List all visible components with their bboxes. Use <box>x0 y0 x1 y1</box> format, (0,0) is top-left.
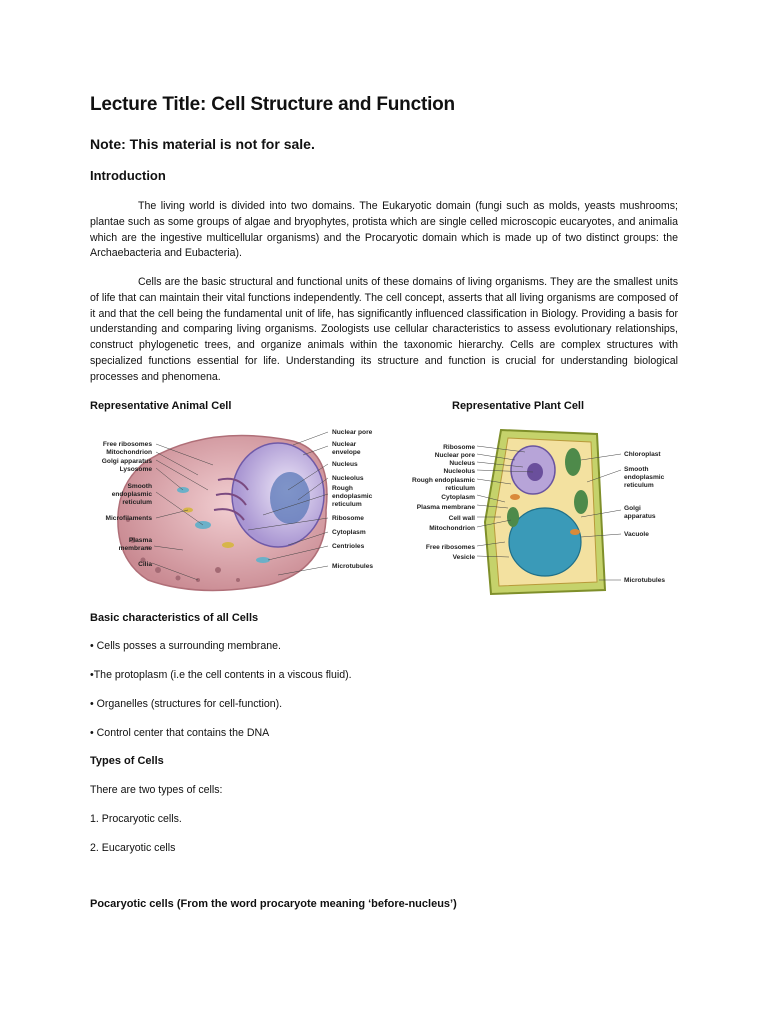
label-cytoplasm: Cytoplasm <box>332 529 366 536</box>
plant-label-free-ribosomes: Free ribosomes <box>425 544 475 551</box>
label-microtubules: Microtubules <box>332 563 374 570</box>
label-nucleus: Nucleus <box>332 461 358 468</box>
plant-label-vacuole: Vacuole <box>624 531 649 538</box>
bullet-item: • Control center that contains the DNA <box>90 727 270 739</box>
bullet-item: •The protoplasm (i.e the cell contents in a viscous fluid). <box>90 669 352 681</box>
label-cilia: Cilia <box>138 561 152 568</box>
label-golgi: Golgi apparatus <box>101 458 152 465</box>
procaryotic-heading: Pocaryotic cells (From the word procaryote meaning ‘before-nucleus’) <box>90 898 457 910</box>
intro-paragraph-1: The living world is divided into two domains. The Eukaryotic domain (fungi such as molds, yeasts mushrooms; plantae such as some groups of algae and bryophytes, protista which are single celled microscopic eucaryotes, and animalia which are the ingestive multicellular organisms) and the Procaryotic domain which is made up of two distinct groups: the Archaebacteria and Eubacteria). <box>90 200 678 260</box>
label-plasma: Plasma <box>128 537 152 544</box>
label-envelope: envelope <box>332 449 361 456</box>
label-lysosome: Lysosome <box>119 466 152 473</box>
sale-note: Note: This material is not for sale. <box>90 136 315 152</box>
plant-label-cytoplasm: Cytoplasm <box>441 494 475 501</box>
plant-label-smooth: Smooth <box>624 466 649 473</box>
bullet-item: • Cells posses a surrounding membrane. <box>90 640 281 652</box>
animal-cell-diagram <box>88 420 398 600</box>
plant-label-microtubules: Microtubules <box>624 577 666 584</box>
label-ribosome: Ribosome <box>332 515 364 522</box>
plant-label-golgi: Golgi <box>624 505 641 512</box>
plant-label-apparatus: apparatus <box>624 513 656 520</box>
plant-cell-caption: Representative Plant Cell <box>452 400 585 412</box>
label-nuclear-pore: Nuclear pore <box>332 429 373 436</box>
label-microfilaments: Microfilaments <box>105 515 152 522</box>
plant-label-chloroplast: Chloroplast <box>624 451 661 458</box>
type-item: 1. Procaryotic cells. <box>90 813 182 825</box>
type-item: 2. Eucaryotic cells <box>90 842 176 854</box>
plant-label-cell-wall: Cell wall <box>448 515 475 522</box>
plant-label-nucleolus: Nucleolus <box>443 468 475 475</box>
label-endoplasmic: endoplasmic <box>111 491 152 498</box>
plant-label-rough-er: Rough endoplasmic <box>411 477 475 484</box>
plant-cell-diagram <box>405 422 680 600</box>
intro-heading: Introduction <box>90 168 166 183</box>
plant-label-vesicle: Vesicle <box>452 554 475 561</box>
label-free-ribosomes: Free ribosomes <box>102 441 152 448</box>
bullet-item: • Organelles (structures for cell-function). <box>90 698 283 710</box>
plant-label-nuclear-pore: Nuclear pore <box>434 452 475 459</box>
plant-label-nucleus: Nucleus <box>449 460 475 467</box>
plant-label-smooth-endoplasmic: endoplasmic <box>624 474 665 481</box>
plant-label-reticulum: reticulum <box>445 485 475 492</box>
intro-paragraph-2: Cells are the basic structural and functional units of these domains of living organisms. They are the smallest units of life that can maintain their vital functions independently. The cell concept, asserts that all living organisms are composed of it and that the cell being the fundamental unit of life, has significantly influenced classification in Biology. Providing a basis for understanding and comparing living organisms. Zoologists use cellular characteristics to assess evolutionary relationships, construct phylogenetic trees, and organize animals within the taxonomic hierarchy. Cells are complex structures with specialized functions essential for life. Understanding its structure and function is crucial for understanding biological processes and phenomena. <box>90 276 678 383</box>
plant-label-mitochondrion: Mitochondrion <box>429 525 475 532</box>
label-smooth: Smooth <box>127 483 152 490</box>
page-title: Lecture Title: Cell Structure and Function <box>90 94 455 115</box>
types-of-cells-heading: Types of Cells <box>90 755 164 767</box>
label-nuclear: Nuclear <box>332 441 357 448</box>
label-membrane: membrane <box>118 545 152 552</box>
types-intro: There are two types of cells: <box>90 784 223 796</box>
plant-label-plasma-membrane: Plasma membrane <box>416 504 475 511</box>
label-mitochondrion: Mitochondrion <box>106 449 152 456</box>
plant-label-smooth-reticulum: reticulum <box>624 482 654 489</box>
basic-characteristics-heading: Basic characteristics of all Cells <box>90 612 259 624</box>
label-rough: Rough <box>332 485 353 492</box>
label-nucleolus: Nucleolus <box>332 475 364 482</box>
plant-label-ribosome: Ribosome <box>443 444 475 451</box>
label-rough-reticulum: reticulum <box>332 501 362 508</box>
label-centrioles: Centrioles <box>332 543 365 550</box>
label-rough-endoplasmic: endoplasmic <box>332 493 373 500</box>
label-reticulum: reticulum <box>122 499 152 506</box>
animal-cell-caption: Representative Animal Cell <box>90 400 232 412</box>
